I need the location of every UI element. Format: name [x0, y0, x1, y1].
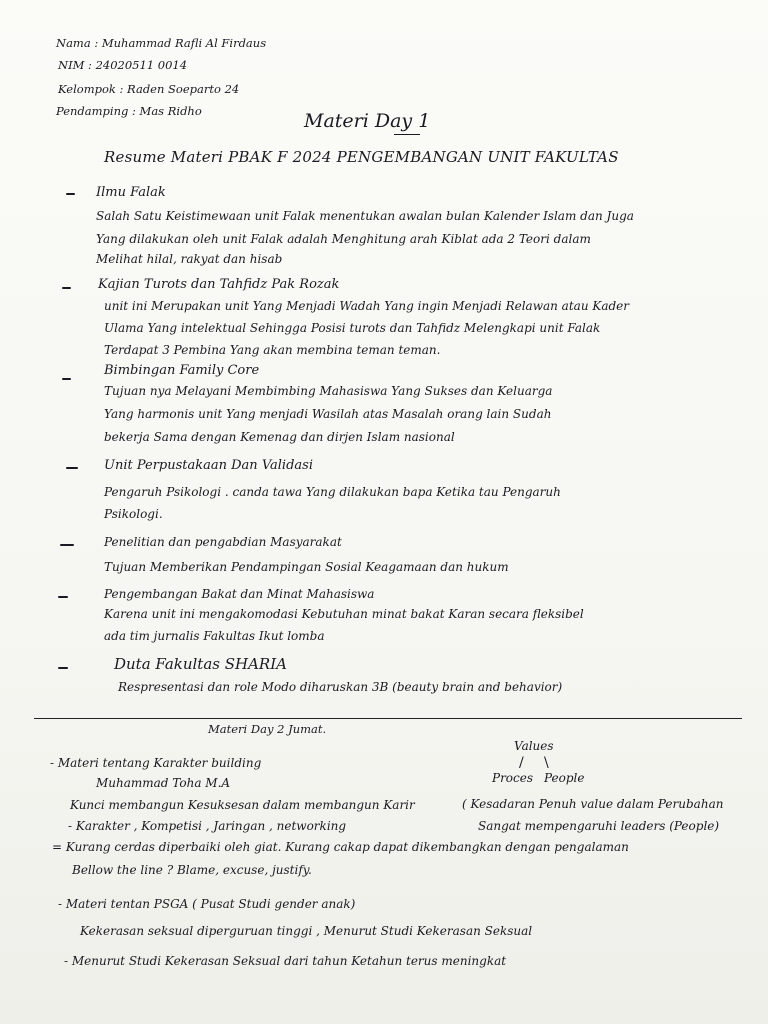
section-line: Melihat hilal, rakyat dan hisab	[96, 252, 283, 266]
bullet-dash	[58, 667, 68, 669]
day2-line: - Karakter , Kompetisi , Jaringan , networking	[68, 819, 347, 833]
section-heading: Duta Fakultas SHARIA	[114, 655, 287, 673]
section-heading: Unit Perpustakaan Dan Validasi	[104, 458, 313, 473]
section-line: bekerja Sama dengan Kemenag dan dirjen Islam nasional	[104, 430, 455, 444]
day2-title: Materi Day 2 Jumat.	[208, 722, 327, 736]
day2-line: Muhammad Toha M.A	[96, 776, 231, 790]
student-group: Kelompok : Raden Soeparto 24	[58, 82, 240, 96]
section-line: Ulama Yang intelektual Sehingga Posisi turots dan Tahfidz Melengkapi unit Falak	[104, 321, 601, 335]
student-nim: NIM : 24020511 0014	[58, 58, 188, 72]
section-line: Yang dilakukan oleh unit Falak adalah Menghitung arah Kiblat ada 2 Teori dalam	[96, 232, 591, 246]
section-line: Respresentasi dan role Modo diharuskan 3B (beauty brain and behavior)	[118, 680, 563, 694]
arrow-right: \	[544, 755, 549, 771]
people-label: People	[544, 771, 585, 785]
arrow-left: /	[519, 755, 524, 771]
section-heading: Pengembangan Bakat dan Minat Mahasiswa	[104, 587, 375, 601]
section-heading: Ilmu Falak	[96, 185, 166, 200]
title-underline	[394, 134, 420, 135]
page-title: Materi Day 1	[304, 110, 431, 132]
day2-line: - Materi tentan PSGA ( Pusat Studi gender anak)	[58, 897, 356, 911]
section-line: Yang harmonis unit Yang menjadi Wasilah atas Masalah orang lain Sudah	[104, 407, 552, 421]
section-line: Salah Satu Keistimewaan unit Falak menentukan awalan bulan Kalender Islam dan Juga	[96, 209, 634, 223]
section-line: Psikologi.	[104, 507, 163, 521]
bullet-dash	[62, 287, 71, 289]
section-heading: Kajian Turots dan Tahfidz Pak Rozak	[98, 277, 340, 292]
bullet-dash	[66, 193, 75, 195]
bullet-dash	[58, 596, 68, 598]
day2-line: - Materi tentang Karakter building	[50, 756, 262, 770]
day2-line: = Kurang cerdas diperbaiki oleh giat. Kurang cakap dapat dikembangkan dengan pengalaman	[52, 840, 629, 854]
section-line: unit ini Merupakan unit Yang Menjadi Wadah Yang ingin Menjadi Relawan atau Kader	[104, 299, 629, 313]
section-heading: Bimbingan Family Core	[104, 363, 260, 378]
section-line: ada tim jurnalis Fakultas Ikut lomba	[104, 629, 325, 643]
section-line: Terdapat 3 Pembina Yang akan membina teman teman.	[104, 343, 441, 357]
values-label: Values	[514, 739, 554, 753]
day2-line: ( Kesadaran Penuh value dalam Perubahan	[462, 797, 724, 811]
proces-label: Proces	[492, 771, 534, 785]
day2-line: Kunci membangun Kesuksesan dalam membangun Karir	[70, 798, 415, 812]
bullet-dash	[66, 467, 78, 469]
section-line: Tujuan nya Melayani Membimbing Mahasiswa Yang Sukses dan Keluarga	[104, 384, 553, 398]
section-line: Tujuan Memberikan Pendampingan Sosial Keagamaan dan hukum	[104, 560, 509, 574]
day2-line: Bellow the line ? Blame, excuse, justify.	[72, 863, 312, 877]
student-mentor: Pendamping : Mas Ridho	[56, 104, 202, 118]
section-divider	[34, 718, 742, 719]
day2-line: - Menurut Studi Kekerasan Seksual dari tahun Ketahun terus meningkat	[64, 954, 507, 968]
section-line: Karena unit ini mengakomodasi Kebutuhan minat bakat Karan secara fleksibel	[104, 607, 584, 621]
student-name: Nama : Muhammad Rafli Al Firdaus	[56, 36, 267, 50]
bullet-dash	[60, 544, 74, 546]
day2-line: Sangat mempengaruhi leaders (People)	[478, 819, 720, 833]
day2-line: Kekerasan seksual diperguruan tinggi , Menurut Studi Kekerasan Seksual	[80, 924, 533, 938]
section-heading: Penelitian dan pengabdian Masyarakat	[104, 535, 342, 549]
section-line: Pengaruh Psikologi . canda tawa Yang dilakukan bapa Ketika tau Pengaruh	[104, 485, 561, 499]
page-subtitle: Resume Materi PBAK F 2024 PENGEMBANGAN UNIT FAKULTAS	[104, 148, 619, 166]
bullet-dash	[62, 378, 71, 380]
